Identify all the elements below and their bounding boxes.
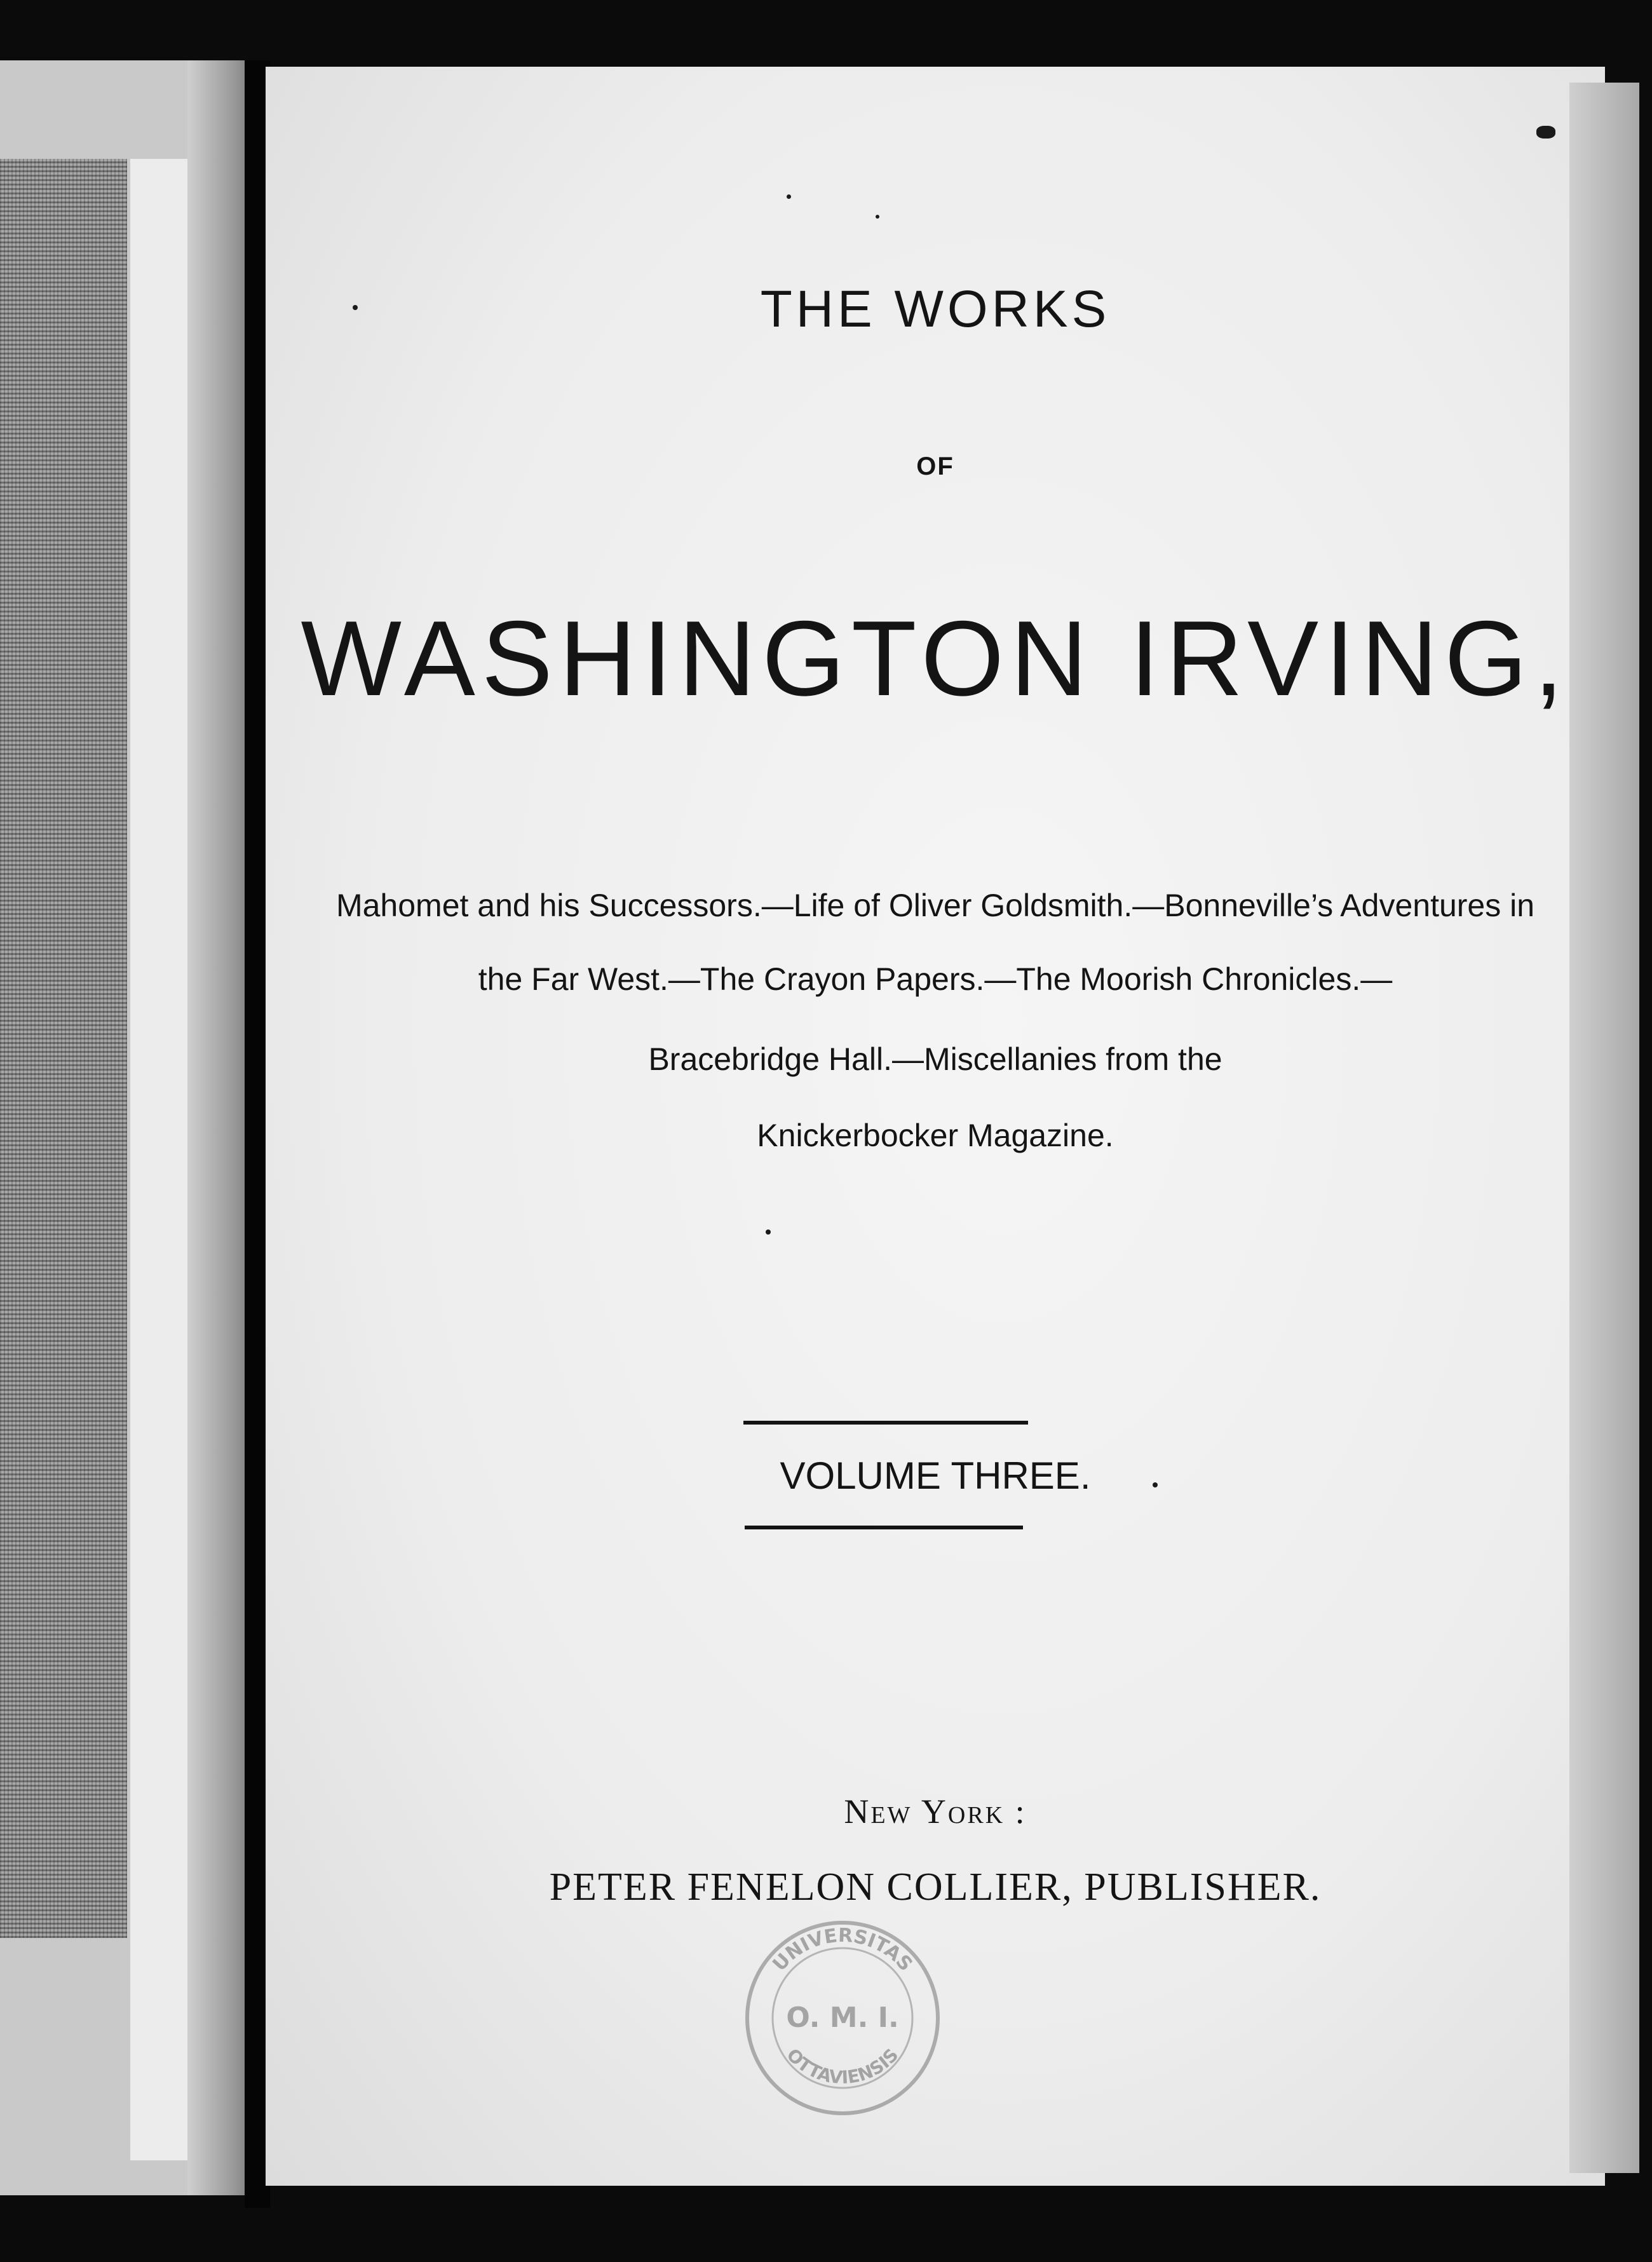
- library-stamp: [742, 1918, 943, 2118]
- publication-place: New York :: [844, 1792, 1027, 1831]
- contents-line: Knickerbocker Magazine.: [757, 1118, 1114, 1153]
- scan-speck: [787, 194, 791, 199]
- scan-speck: [766, 1229, 771, 1235]
- volume-label: VOLUME THREE.: [780, 1454, 1091, 1497]
- frontispiece-engraving-fragment: [0, 159, 127, 1938]
- publisher-imprint: PETER FENELON COLLIER, PUBLISHER.: [549, 1866, 1322, 1909]
- scan-speck: [876, 215, 879, 219]
- stamp-center-text: O. M. I.: [786, 2001, 899, 2034]
- rule-below-volume: [745, 1526, 1023, 1529]
- title-of: OF: [916, 452, 954, 480]
- contents-line: the Far West.—The Crayon Papers.—The Moorish Chronicles.—: [478, 961, 1393, 997]
- scan-speck: [353, 305, 358, 310]
- contents-line: Mahomet and his Successors.—Life of Oliver Goldsmith.—Bonneville’s Adventures in: [335, 888, 1535, 923]
- scan-speck: [1153, 1482, 1158, 1487]
- rule-above-volume: [743, 1421, 1028, 1425]
- scan-speck: [1536, 126, 1555, 139]
- frontispiece-tissue-edge: [130, 159, 187, 2160]
- title-heading: THE WORKS: [760, 280, 1111, 338]
- contents-line: Bracebridge Hall.—Miscellanies from the: [648, 1041, 1222, 1077]
- stamp-top-text: UNIVERSITAS: [768, 1924, 917, 1976]
- author-name: WASHINGTON IRVING,: [301, 599, 1570, 718]
- stamp-bottom-text: OTTAVIENSIS: [782, 2044, 903, 2089]
